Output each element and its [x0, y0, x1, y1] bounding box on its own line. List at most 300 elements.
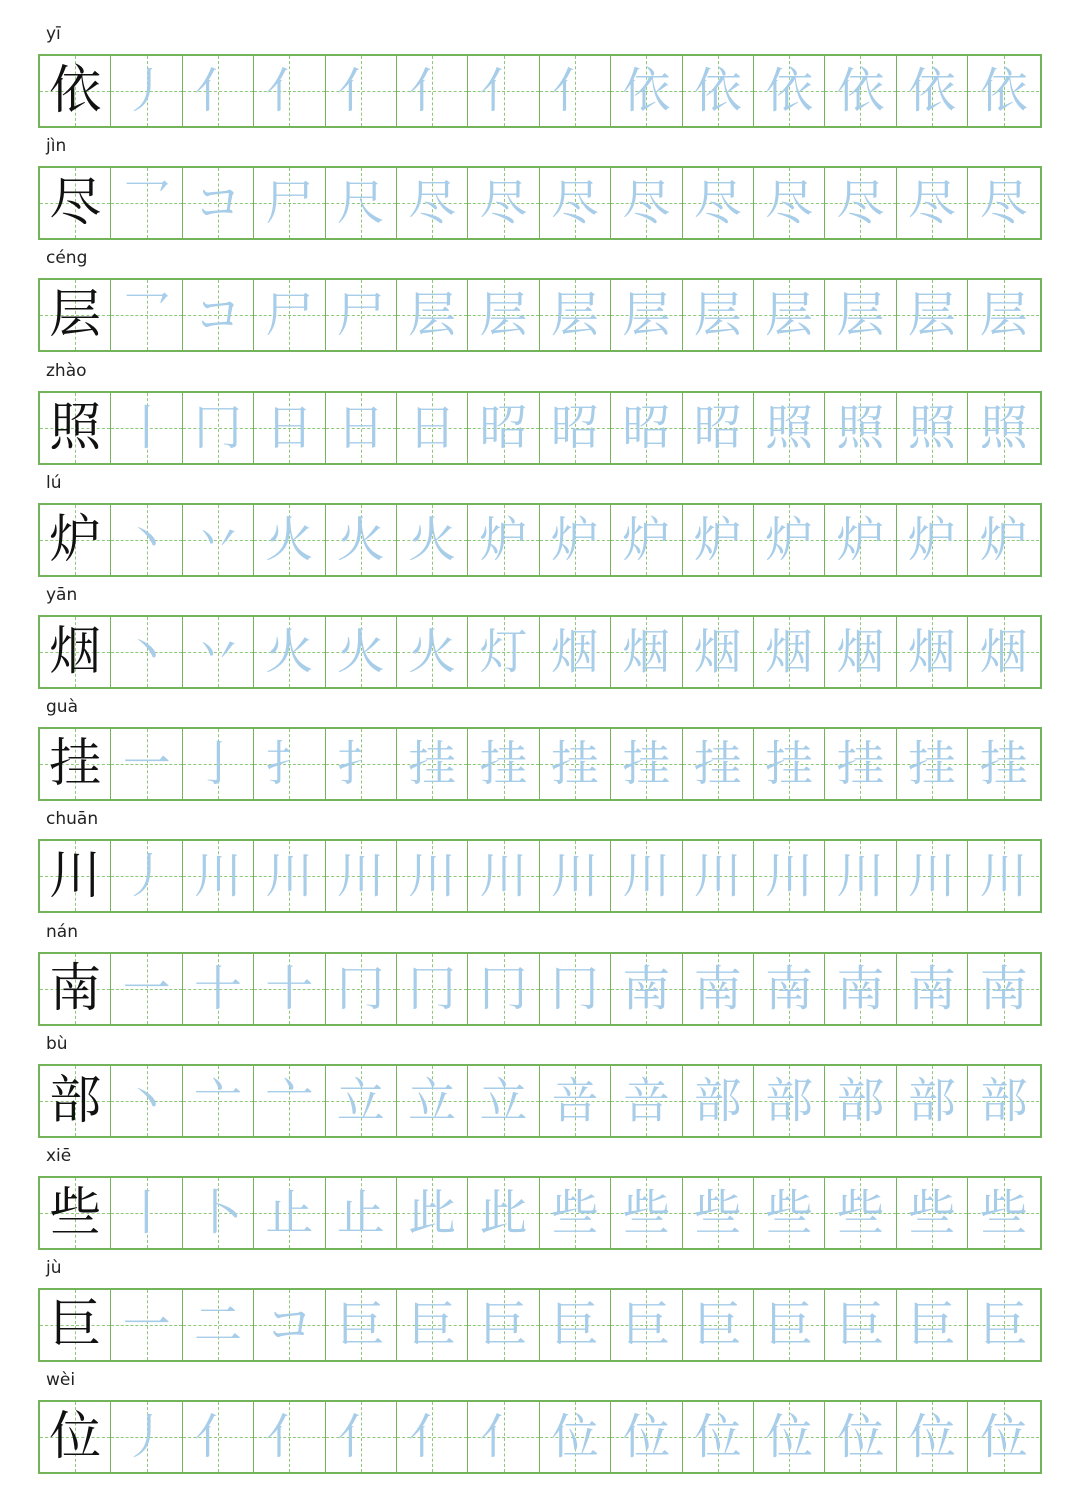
- stroke-step-cell: [754, 393, 825, 463]
- stroke-step-glyph: 扌: [265, 736, 314, 793]
- stroke-step-cell: [183, 1402, 254, 1472]
- stroke-step-glyph: 炉: [907, 511, 956, 568]
- stroke-step-cell: [897, 1066, 968, 1136]
- stroke-step-glyph: 些: [622, 1185, 671, 1241]
- model-character-cell: [40, 505, 111, 575]
- stroke-step-cell: [254, 1066, 325, 1136]
- model-character-cell: [40, 1066, 111, 1136]
- stroke-step-cell: [754, 1178, 825, 1248]
- stroke-step-glyph: 挂: [479, 736, 528, 793]
- stroke-step-cell: [397, 1402, 468, 1472]
- stroke-step-glyph: 丿: [122, 848, 171, 905]
- stroke-step-glyph: 照: [765, 399, 814, 456]
- stroke-step-glyph: 烟: [622, 624, 671, 680]
- stroke-step-cell: [754, 56, 825, 126]
- stroke-step-glyph: 冂: [550, 960, 599, 1017]
- stroke-step-glyph: 川: [479, 848, 528, 905]
- stroke-step-glyph: 尸: [265, 287, 314, 344]
- stroke-step-glyph: 咅: [550, 1072, 599, 1129]
- tian-grid: [38, 1288, 1042, 1362]
- pinyin-label: nán: [46, 921, 78, 942]
- stroke-step-glyph: 位: [979, 1409, 1028, 1466]
- stroke-step-cell: [111, 280, 182, 350]
- stroke-step-glyph: 二: [193, 1297, 242, 1354]
- stroke-step-cell: [326, 1178, 397, 1248]
- stroke-step-cell: [540, 505, 611, 575]
- stroke-step-cell: [326, 729, 397, 799]
- practice-row: [38, 1248, 1042, 1360]
- practice-row: [38, 575, 1042, 687]
- stroke-step-glyph: 丶: [122, 624, 171, 680]
- model-character: 尽: [49, 173, 102, 234]
- stroke-step-cell: [540, 168, 611, 238]
- stroke-step-cell: [897, 168, 968, 238]
- stroke-step-cell: [468, 1066, 539, 1136]
- stroke-step-cell: [468, 617, 539, 687]
- stroke-step-glyph: 扌: [336, 736, 385, 793]
- stroke-step-cell: [825, 280, 896, 350]
- stroke-step-cell: [754, 1290, 825, 1360]
- stroke-step-glyph: 层: [550, 287, 599, 344]
- stroke-step-cell: [397, 954, 468, 1024]
- tian-grid: [38, 391, 1042, 465]
- model-character: 依: [49, 61, 102, 121]
- practice-row: [38, 799, 1042, 911]
- stroke-step-glyph: 川: [265, 848, 314, 905]
- stroke-step-cell: [683, 841, 754, 911]
- stroke-step-glyph: 一: [122, 736, 171, 793]
- stroke-step-glyph: 依: [907, 63, 956, 119]
- stroke-step-glyph: 巨: [408, 1297, 457, 1354]
- stroke-step-glyph: 挂: [622, 736, 671, 793]
- stroke-step-cell: [111, 841, 182, 911]
- stroke-step-glyph: 照: [836, 399, 885, 456]
- stroke-step-glyph: 烟: [836, 624, 885, 680]
- stroke-step-glyph: 依: [765, 63, 814, 119]
- stroke-step-cell: [468, 168, 539, 238]
- stroke-step-glyph: 南: [907, 960, 956, 1017]
- stroke-step-glyph: 十: [265, 960, 314, 1017]
- stroke-step-glyph: 亻: [193, 63, 242, 119]
- stroke-step-glyph: 尽: [550, 175, 599, 232]
- stroke-step-cell: [326, 168, 397, 238]
- stroke-step-cell: [897, 1402, 968, 1472]
- stroke-step-cell: [468, 56, 539, 126]
- stroke-step-cell: [825, 1066, 896, 1136]
- stroke-step-cell: [326, 1066, 397, 1136]
- stroke-step-cell: [683, 617, 754, 687]
- stroke-step-cell: [683, 280, 754, 350]
- stroke-step-cell: [111, 168, 182, 238]
- stroke-step-cell: [683, 1178, 754, 1248]
- stroke-step-cell: [683, 729, 754, 799]
- stroke-step-glyph: 挂: [979, 736, 1028, 793]
- stroke-step-glyph: 丶: [122, 511, 171, 568]
- stroke-step-glyph: 层: [408, 287, 457, 344]
- stroke-step-glyph: 尸: [265, 175, 314, 232]
- stroke-step-cell: [540, 1290, 611, 1360]
- pinyin-label: bù: [46, 1033, 68, 1054]
- stroke-step-cell: [968, 1402, 1039, 1472]
- stroke-step-glyph: 亻: [479, 63, 528, 119]
- stroke-step-cell: [397, 280, 468, 350]
- stroke-step-glyph: 川: [907, 848, 956, 905]
- practice-row: [38, 1024, 1042, 1136]
- stroke-step-glyph: 川: [693, 848, 742, 905]
- pinyin-label: céng: [46, 248, 88, 269]
- stroke-step-cell: [183, 56, 254, 126]
- stroke-step-glyph: 立: [408, 1072, 457, 1129]
- stroke-step-glyph: 日: [336, 399, 385, 456]
- stroke-step-glyph: 巨: [907, 1297, 956, 1354]
- stroke-step-glyph: 炉: [550, 511, 599, 568]
- stroke-step-cell: [897, 56, 968, 126]
- stroke-step-glyph: 川: [408, 848, 457, 905]
- stroke-step-cell: [540, 56, 611, 126]
- stroke-step-cell: [825, 1290, 896, 1360]
- stroke-step-glyph: 亻: [265, 63, 314, 119]
- stroke-step-cell: [468, 954, 539, 1024]
- stroke-step-glyph: 位: [622, 1409, 671, 1466]
- stroke-step-cell: [111, 1178, 182, 1248]
- stroke-step-glyph: 位: [907, 1409, 956, 1466]
- stroke-step-cell: [968, 393, 1039, 463]
- stroke-step-cell: [825, 617, 896, 687]
- stroke-step-cell: [754, 954, 825, 1024]
- stroke-step-glyph: 些: [693, 1185, 742, 1241]
- stroke-step-glyph: 层: [622, 287, 671, 344]
- stroke-step-cell: [326, 954, 397, 1024]
- stroke-step-cell: [611, 505, 682, 575]
- stroke-step-glyph: 日: [265, 399, 314, 456]
- stroke-step-cell: [326, 280, 397, 350]
- tian-grid: [38, 615, 1042, 689]
- stroke-step-cell: [111, 617, 182, 687]
- pinyin-label: jìn: [46, 136, 67, 157]
- stroke-step-glyph: 层: [836, 287, 885, 344]
- stroke-step-glyph: 尽: [479, 175, 528, 232]
- model-character: 些: [49, 1183, 102, 1243]
- stroke-step-glyph: 层: [693, 287, 742, 344]
- stroke-step-cell: [326, 393, 397, 463]
- stroke-step-cell: [754, 1066, 825, 1136]
- stroke-step-glyph: 层: [979, 287, 1028, 344]
- stroke-step-cell: [540, 954, 611, 1024]
- stroke-step-glyph: 十: [193, 960, 242, 1017]
- stroke-step-cell: [683, 954, 754, 1024]
- tian-grid: [38, 1064, 1042, 1138]
- stroke-step-cell: [183, 280, 254, 350]
- stroke-step-cell: [468, 841, 539, 911]
- stroke-step-glyph: 部: [907, 1072, 956, 1129]
- stroke-step-cell: [540, 729, 611, 799]
- model-character: 巨: [49, 1295, 102, 1356]
- practice-row: [38, 351, 1042, 463]
- stroke-step-cell: [111, 1290, 182, 1360]
- stroke-step-cell: [897, 617, 968, 687]
- stroke-step-glyph: 些: [765, 1185, 814, 1241]
- stroke-step-cell: [754, 280, 825, 350]
- stroke-step-glyph: 巨: [336, 1297, 385, 1354]
- stroke-step-cell: [397, 393, 468, 463]
- stroke-step-glyph: 层: [479, 287, 528, 344]
- stroke-step-cell: [611, 1178, 682, 1248]
- stroke-step-glyph: 亻: [550, 63, 599, 119]
- stroke-step-glyph: 位: [693, 1409, 742, 1466]
- tian-grid: [38, 1400, 1042, 1474]
- stroke-step-glyph: 巨: [550, 1297, 599, 1354]
- stroke-step-glyph: 尽: [836, 175, 885, 232]
- stroke-step-glyph: 丿: [122, 63, 171, 119]
- model-character: 南: [49, 958, 102, 1019]
- stroke-step-cell: [611, 393, 682, 463]
- pinyin-label: yān: [46, 585, 78, 605]
- practice-row: [38, 126, 1042, 238]
- stroke-step-glyph: 火: [265, 511, 314, 568]
- stroke-step-cell: [683, 1402, 754, 1472]
- stroke-step-cell: [968, 954, 1039, 1024]
- stroke-step-glyph: 烟: [907, 624, 956, 680]
- stroke-step-glyph: コ: [193, 287, 242, 344]
- stroke-step-cell: [468, 729, 539, 799]
- stroke-step-glyph: 亅: [193, 736, 242, 793]
- stroke-step-cell: [897, 393, 968, 463]
- stroke-step-glyph: 亠: [265, 1072, 314, 1129]
- stroke-step-cell: [897, 505, 968, 575]
- tian-grid: [38, 166, 1042, 240]
- stroke-step-glyph: 炉: [693, 511, 742, 568]
- stroke-step-cell: [183, 168, 254, 238]
- stroke-step-glyph: 一: [122, 1297, 171, 1354]
- pinyin-label: xiē: [46, 1146, 72, 1166]
- stroke-step-cell: [683, 56, 754, 126]
- stroke-step-glyph: コ: [193, 175, 242, 232]
- stroke-step-cell: [254, 505, 325, 575]
- pinyin-label: wèi: [46, 1370, 76, 1391]
- model-character-cell: [40, 168, 111, 238]
- stroke-step-cell: [611, 1066, 682, 1136]
- pinyin-label: zhào: [46, 360, 87, 381]
- stroke-step-glyph: 丨: [122, 399, 171, 456]
- stroke-step-glyph: 咅: [622, 1072, 671, 1129]
- stroke-step-cell: [183, 841, 254, 911]
- stroke-step-glyph: 丷: [193, 511, 242, 568]
- stroke-step-glyph: 烟: [979, 624, 1028, 680]
- stroke-step-cell: [468, 1402, 539, 1472]
- stroke-step-glyph: 南: [693, 960, 742, 1017]
- stroke-step-cell: [611, 280, 682, 350]
- stroke-step-cell: [397, 841, 468, 911]
- stroke-step-cell: [968, 280, 1039, 350]
- stroke-step-cell: [183, 1290, 254, 1360]
- stroke-step-cell: [754, 168, 825, 238]
- stroke-step-glyph: 亻: [193, 1409, 242, 1466]
- stroke-step-cell: [468, 1178, 539, 1248]
- stroke-step-cell: [254, 841, 325, 911]
- stroke-step-glyph: 尽: [765, 175, 814, 232]
- stroke-step-cell: [825, 841, 896, 911]
- stroke-step-glyph: 挂: [693, 736, 742, 793]
- stroke-step-glyph: 卜: [193, 1185, 242, 1241]
- model-character: 川: [49, 846, 102, 907]
- stroke-step-glyph: 昭: [693, 399, 742, 456]
- stroke-step-cell: [326, 1290, 397, 1360]
- stroke-step-cell: [111, 729, 182, 799]
- stroke-step-cell: [397, 729, 468, 799]
- tian-grid: [38, 54, 1042, 128]
- model-character-cell: [40, 280, 111, 350]
- stroke-step-glyph: 尽: [693, 175, 742, 232]
- stroke-step-cell: [397, 56, 468, 126]
- stroke-step-cell: [468, 280, 539, 350]
- stroke-step-cell: [254, 280, 325, 350]
- stroke-step-glyph: 川: [622, 848, 671, 905]
- stroke-step-cell: [968, 1178, 1039, 1248]
- stroke-step-glyph: 些: [550, 1185, 599, 1241]
- stroke-step-glyph: 依: [693, 63, 742, 119]
- practice-row: [38, 912, 1042, 1024]
- stroke-step-cell: [111, 56, 182, 126]
- model-character: 炉: [49, 509, 102, 570]
- stroke-step-glyph: 尽: [979, 175, 1028, 232]
- model-character-cell: [40, 393, 111, 463]
- stroke-step-glyph: 照: [979, 399, 1028, 456]
- stroke-step-cell: [326, 1402, 397, 1472]
- tian-grid: [38, 1176, 1042, 1250]
- stroke-step-glyph: 烟: [765, 624, 814, 680]
- stroke-step-glyph: 乛: [122, 175, 171, 232]
- stroke-step-glyph: 些: [979, 1185, 1028, 1241]
- stroke-step-glyph: 灯: [479, 624, 528, 680]
- stroke-step-cell: [326, 617, 397, 687]
- stroke-step-glyph: 位: [765, 1409, 814, 1466]
- stroke-step-glyph: 丿: [122, 1409, 171, 1466]
- stroke-step-glyph: 南: [979, 960, 1028, 1017]
- stroke-step-glyph: 炉: [479, 511, 528, 568]
- practice-row: [38, 14, 1042, 126]
- model-character: 照: [49, 397, 102, 458]
- model-character-cell: [40, 617, 111, 687]
- stroke-step-glyph: 冂: [336, 960, 385, 1017]
- stroke-step-cell: [825, 1178, 896, 1248]
- stroke-step-glyph: 亻: [336, 63, 385, 119]
- stroke-step-glyph: 部: [765, 1072, 814, 1129]
- stroke-step-cell: [968, 617, 1039, 687]
- stroke-step-cell: [968, 168, 1039, 238]
- stroke-step-cell: [683, 1066, 754, 1136]
- stroke-step-glyph: 昭: [550, 399, 599, 456]
- stroke-step-glyph: 昭: [622, 399, 671, 456]
- practice-row: [38, 687, 1042, 799]
- stroke-step-cell: [183, 729, 254, 799]
- stroke-step-glyph: 南: [622, 960, 671, 1017]
- stroke-step-glyph: 些: [907, 1185, 956, 1241]
- stroke-step-glyph: 尸: [336, 287, 385, 344]
- stroke-step-glyph: 照: [907, 399, 956, 456]
- stroke-step-cell: [254, 393, 325, 463]
- stroke-step-cell: [397, 1178, 468, 1248]
- stroke-step-cell: [254, 954, 325, 1024]
- stroke-step-cell: [897, 841, 968, 911]
- stroke-step-glyph: 依: [622, 63, 671, 119]
- stroke-step-cell: [111, 954, 182, 1024]
- stroke-step-cell: [754, 1402, 825, 1472]
- stroke-step-glyph: 巨: [693, 1297, 742, 1354]
- stroke-step-glyph: 丷: [193, 624, 242, 680]
- stroke-step-cell: [183, 617, 254, 687]
- stroke-step-cell: [326, 841, 397, 911]
- tian-grid: [38, 839, 1042, 913]
- stroke-step-cell: [897, 954, 968, 1024]
- stroke-step-glyph: 部: [836, 1072, 885, 1129]
- stroke-step-glyph: 巨: [479, 1297, 528, 1354]
- stroke-step-cell: [825, 1402, 896, 1472]
- stroke-step-cell: [254, 1402, 325, 1472]
- stroke-step-glyph: 挂: [408, 736, 457, 793]
- stroke-step-glyph: 冂: [408, 960, 457, 1017]
- stroke-step-cell: [611, 56, 682, 126]
- stroke-step-cell: [254, 1178, 325, 1248]
- stroke-step-glyph: 尽: [907, 175, 956, 232]
- stroke-step-cell: [540, 1402, 611, 1472]
- stroke-step-cell: [825, 393, 896, 463]
- stroke-step-cell: [540, 617, 611, 687]
- stroke-step-glyph: 炉: [622, 511, 671, 568]
- stroke-step-glyph: 巨: [836, 1297, 885, 1354]
- stroke-step-cell: [683, 505, 754, 575]
- stroke-step-cell: [611, 168, 682, 238]
- practice-row: [38, 463, 1042, 575]
- stroke-step-glyph: 尺: [336, 175, 385, 232]
- stroke-step-cell: [397, 168, 468, 238]
- stroke-step-glyph: 此: [479, 1185, 528, 1241]
- stroke-step-glyph: 川: [550, 848, 599, 905]
- stroke-step-cell: [968, 56, 1039, 126]
- stroke-step-glyph: 位: [836, 1409, 885, 1466]
- tian-grid: [38, 952, 1042, 1026]
- stroke-step-cell: [754, 617, 825, 687]
- stroke-step-cell: [611, 617, 682, 687]
- pinyin-label: lú: [46, 472, 62, 493]
- stroke-step-glyph: 此: [408, 1185, 457, 1241]
- stroke-step-cell: [540, 393, 611, 463]
- stroke-step-cell: [825, 729, 896, 799]
- stroke-step-cell: [540, 1178, 611, 1248]
- stroke-step-cell: [254, 56, 325, 126]
- stroke-step-glyph: 位: [550, 1409, 599, 1466]
- model-character-cell: [40, 1402, 111, 1472]
- stroke-step-glyph: 挂: [836, 736, 885, 793]
- stroke-step-cell: [611, 954, 682, 1024]
- stroke-step-glyph: 尽: [622, 175, 671, 232]
- stroke-step-cell: [540, 280, 611, 350]
- stroke-step-glyph: 尽: [408, 175, 457, 232]
- stroke-step-glyph: 巨: [622, 1297, 671, 1354]
- stroke-step-glyph: 烟: [550, 624, 599, 680]
- stroke-step-cell: [683, 168, 754, 238]
- stroke-step-glyph: 川: [336, 848, 385, 905]
- stroke-step-cell: [897, 1290, 968, 1360]
- stroke-step-glyph: 亠: [193, 1072, 242, 1129]
- stroke-step-cell: [397, 617, 468, 687]
- stroke-step-cell: [611, 729, 682, 799]
- stroke-step-cell: [611, 1290, 682, 1360]
- stroke-step-glyph: 亻: [336, 1409, 385, 1466]
- stroke-step-cell: [754, 505, 825, 575]
- stroke-step-cell: [968, 1290, 1039, 1360]
- stroke-step-glyph: 烟: [693, 624, 742, 680]
- model-character-cell: [40, 1290, 111, 1360]
